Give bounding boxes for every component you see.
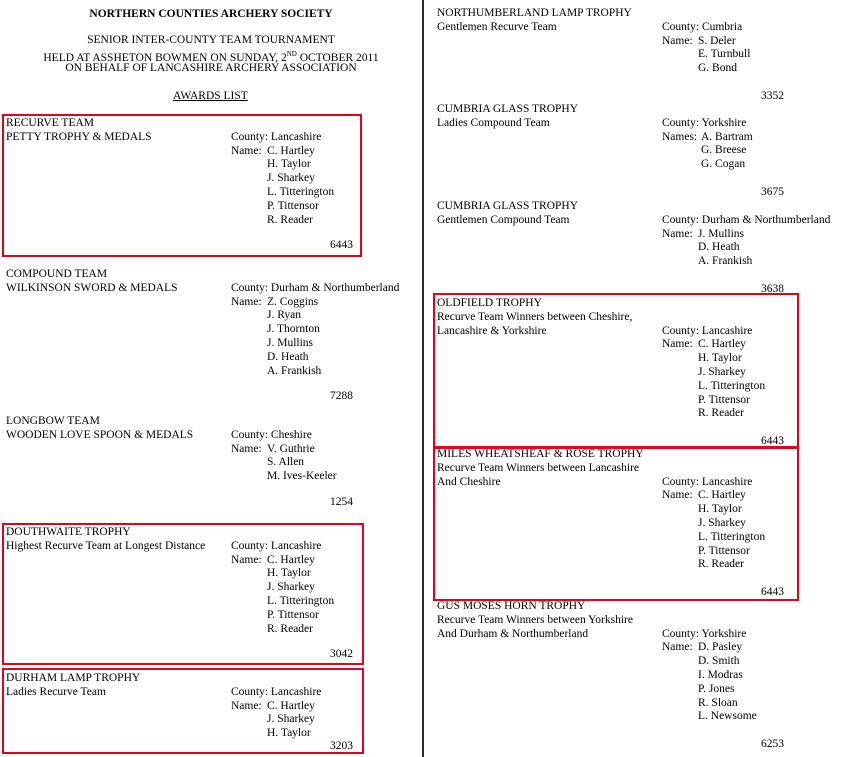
team-member-name: J. Sharkey	[267, 713, 315, 726]
names-label: Name:	[231, 295, 262, 308]
county-label: County: Durham & Northumberland	[231, 281, 400, 294]
team-member-name: H. Taylor	[698, 503, 742, 516]
team-member-name: P. Tittensor	[267, 608, 319, 621]
award-title: DOUTHWAITE TROPHY	[6, 526, 131, 538]
team-member-name: G. Cogan	[701, 158, 746, 171]
team-member-name: J. Thornton	[267, 323, 320, 336]
team-member-name: C. Hartley	[267, 144, 315, 157]
names-label: Name:	[662, 338, 693, 351]
team-member-name: D. Smith	[698, 655, 740, 668]
names-label: Name:	[662, 489, 693, 502]
award-title: LONGBOW TEAM	[6, 415, 100, 427]
team-member-name: D. Heath	[267, 350, 309, 363]
team-member-name: H. Taylor	[267, 158, 311, 171]
team-member-name: C. Hartley	[698, 489, 746, 502]
award-subtitle: Gentlemen Compound Team	[437, 213, 570, 226]
team-member-name: C. Hartley	[698, 338, 746, 351]
column-divider	[422, 0, 424, 757]
team-member-name: Z. Coggins	[267, 295, 319, 308]
awards-list-heading: AWARDS LIST	[173, 90, 248, 102]
award-subtitle: WILKINSON SWORD & MEDALS	[6, 281, 178, 294]
team-score: 6443	[330, 239, 353, 252]
team-score: 3352	[761, 90, 784, 102]
team-member-name: M. Ives-Keeler	[267, 470, 337, 483]
award-subtitle-2: And Durham & Northumberland	[437, 627, 589, 640]
award-title: RECURVE TEAM	[6, 117, 94, 129]
tournament-line: SENIOR INTER-COUNTY TEAM TOURNAMENT	[87, 34, 335, 46]
team-member-name: A. Frankish	[267, 364, 322, 377]
names-label: Name:	[662, 34, 693, 47]
team-member-name: P. Tittensor	[267, 199, 319, 212]
names-label: Names:	[662, 130, 698, 143]
team-score: 6443	[761, 435, 784, 447]
team-member-name: E. Turnbull	[698, 48, 751, 61]
award-subtitle-2: And Cheshire	[437, 475, 501, 488]
team-member-name: R. Reader	[267, 622, 313, 635]
county-label: County: Lancashire	[231, 685, 322, 698]
team-member-name: L. Titterington	[698, 530, 766, 543]
team-score: 3203	[330, 740, 353, 752]
award-title: COMPOUND TEAM	[6, 268, 108, 280]
award-subtitle-2: Lancashire & Yorkshire	[437, 324, 547, 337]
county-label: County: Yorkshire	[662, 116, 747, 129]
team-member-name: I. Modras	[698, 669, 743, 681]
behalf-line: ON BEHALF OF LANCASHIRE ARCHERY ASSOCIATION	[65, 62, 357, 74]
team-member-name: J. Sharkey	[267, 581, 315, 594]
team-score: 6443	[761, 586, 784, 598]
county-label: County: Yorkshire	[662, 627, 747, 640]
team-member-name: P. Jones	[698, 682, 735, 695]
award-subtitle: Recurve Team Winners between Yorkshire	[437, 613, 633, 626]
award-title: GUS MOSES HORN TROPHY	[437, 600, 586, 612]
county-label: County: Cheshire	[231, 428, 312, 441]
team-member-name: D. Pasley	[698, 641, 743, 654]
team-member-name: L. Titterington	[698, 379, 766, 392]
team-score: 1254	[330, 496, 353, 508]
team-member-name: C. Hartley	[267, 553, 315, 566]
names-label: Name:	[231, 442, 262, 455]
team-member-name: A. Bartram	[701, 130, 753, 143]
team-score: 3675	[761, 186, 784, 198]
team-member-name: R. Reader	[267, 213, 313, 226]
team-score: 3042	[330, 648, 353, 661]
award-title: OLDFIELD TROPHY	[437, 297, 542, 309]
county-label: County: Lancashire	[231, 130, 322, 143]
award-subtitle: Highest Recurve Team at Longest Distance	[6, 539, 206, 552]
date-suffix: ND	[286, 50, 297, 58]
award-subtitle: WOODEN LOVE SPOON & MEDALS	[6, 428, 194, 441]
names-label: Name:	[231, 699, 262, 712]
award-subtitle: Recurve Team Winners between Cheshire,	[437, 310, 633, 323]
team-member-name: J. Sharkey	[267, 172, 315, 185]
team-member-name: R. Reader	[698, 558, 744, 571]
team-member-name: R. Sloan	[698, 696, 738, 709]
team-member-name: H. Taylor	[698, 352, 742, 365]
county-label: County: Lancashire	[662, 324, 753, 337]
award-subtitle: PETTY TROPHY & MEDALS	[6, 130, 152, 143]
award-subtitle: Ladies Compound Team	[437, 116, 550, 129]
team-member-name: J. Mullins	[267, 337, 314, 349]
award-subtitle: Recurve Team Winners between Lancashire	[437, 461, 640, 474]
team-member-name: L. Newsome	[698, 710, 757, 723]
team-member-name: J. Sharkey	[698, 517, 746, 529]
county-label: County: Durham & Northumberland	[662, 213, 831, 226]
award-subtitle: Gentlemen Recurve Team	[437, 20, 557, 33]
team-member-name: R. Reader	[698, 407, 744, 420]
award-title: MILES WHEATSHEAF & ROSE TROPHY	[437, 448, 644, 460]
award-title: DURHAM LAMP TROPHY	[6, 672, 141, 684]
team-member-name: G. Bond	[698, 62, 737, 75]
names-label: Name:	[231, 553, 262, 566]
team-member-name: A. Frankish	[698, 255, 753, 268]
team-member-name: C. Hartley	[267, 699, 315, 712]
county-label: County: Cumbria	[662, 20, 743, 33]
date-text: OCTOBER 2011	[296, 51, 379, 64]
county-label: County: Lancashire	[662, 475, 753, 488]
team-member-name: H. Taylor	[267, 727, 311, 740]
county-label: County: Lancashire	[231, 539, 322, 552]
team-member-name: G. Breese	[701, 144, 747, 157]
team-member-name: J. Mullins	[698, 227, 745, 240]
award-title: CUMBRIA GLASS TROPHY	[437, 200, 579, 212]
names-label: Name:	[231, 144, 262, 157]
award-title: CUMBRIA GLASS TROPHY	[437, 103, 579, 115]
team-member-name: J. Sharkey	[698, 366, 746, 378]
team-score: 7288	[330, 390, 353, 403]
team-member-name: S. Allen	[267, 456, 305, 469]
team-member-name: L. Titterington	[267, 186, 335, 198]
team-member-name: P. Tittensor	[698, 393, 750, 406]
society-name: NORTHERN COUNTIES ARCHERY SOCIETY	[89, 8, 333, 20]
award-title: NORTHUMBERLAND LAMP TROPHY	[437, 7, 632, 19]
team-score: 6253	[761, 738, 784, 750]
names-label: Name:	[662, 641, 693, 654]
team-member-name: J. Ryan	[267, 309, 302, 322]
team-score: 3638	[761, 283, 784, 295]
team-member-name: V. Guthrie	[267, 442, 315, 455]
team-member-name: H. Taylor	[267, 567, 311, 580]
team-member-name: P. Tittensor	[698, 544, 750, 557]
award-subtitle: Ladies Recurve Team	[6, 685, 106, 698]
names-label: Name:	[662, 227, 693, 240]
team-member-name: S. Deler	[698, 34, 736, 47]
team-member-name: D. Heath	[698, 241, 740, 254]
team-member-name: L. Titterington	[267, 595, 335, 607]
venue-text: HELD AT ASSHETON BOWMEN ON SUNDAY, 2	[43, 51, 287, 64]
